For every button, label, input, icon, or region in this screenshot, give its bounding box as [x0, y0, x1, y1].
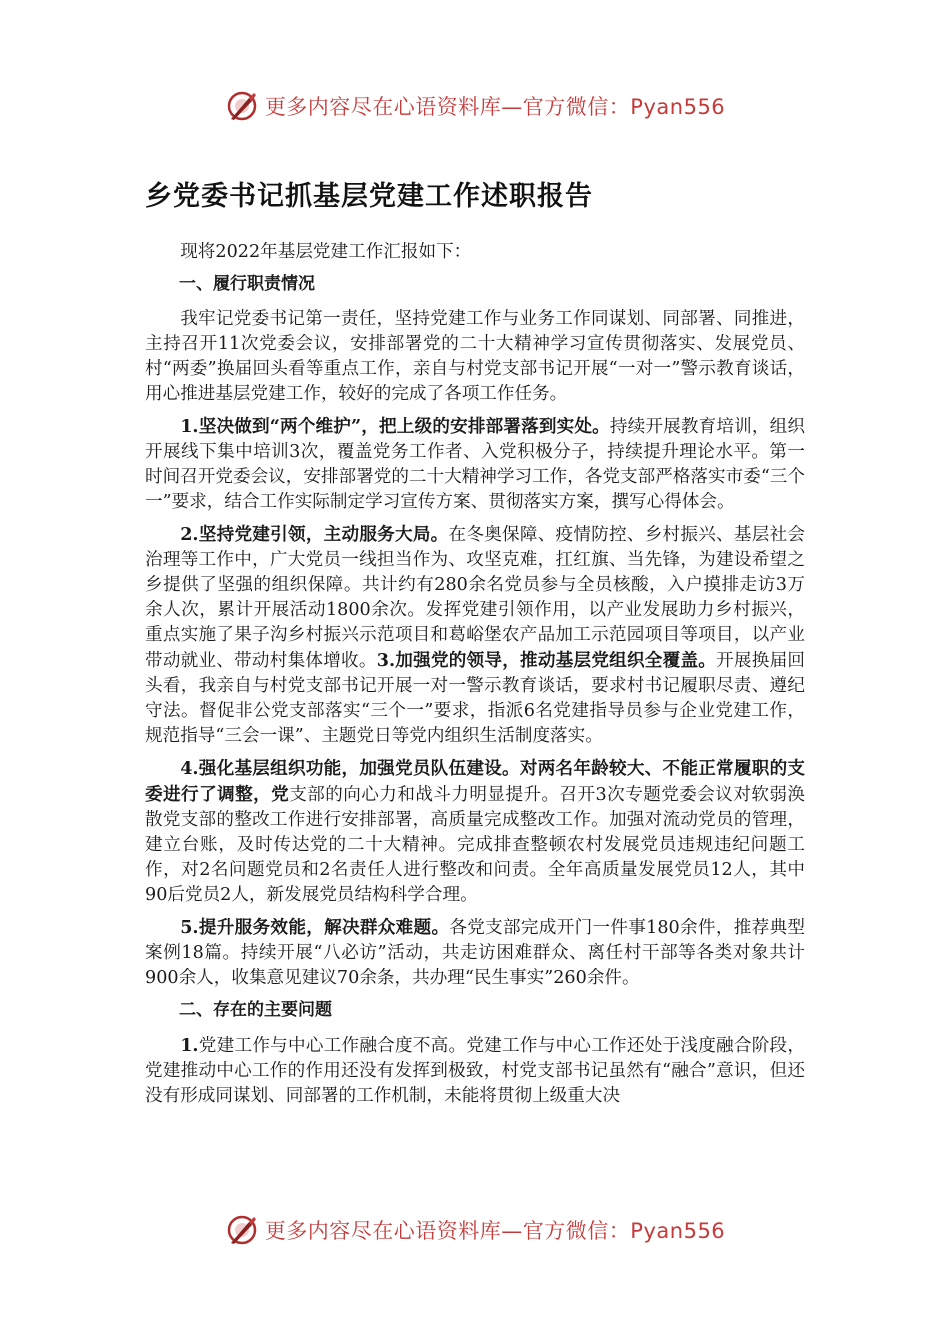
item-paragraph-2 [145, 522, 805, 749]
problem-1-number: 1. [180, 1035, 199, 1056]
pen-logo-icon [225, 1213, 259, 1247]
item-4-text: 支部的向心力和战斗力明显提升。召开3次专题党委会议对软弱涣散党支部的整改工作进行安排部署，高质量完成整改工作。加强对流动党员的管理，建立台账，及时传达党的二十大精神。完成排查整顿农村发展党员违规违纪问题工作，对2名问题党员和2名责任人进行整改和问责。全年高质量发展党员12人，其中90后党员2人，新发展党员结构科学合理。 [145, 785, 805, 905]
watermark-text: 更多内容尽在心语资料库—官方微信：Pyan556 [264, 95, 726, 119]
item-2-heading: 2.坚持党建引领，主动服务大局。 [180, 524, 449, 545]
item-1-text: 持续开展教育培训，组织开展线下集中培训3次，覆盖党务工作者、入党积极分子，持续提升理论水平。第一时间召开党委会议，安排部署党的二十大精神学习工作，各党支部严格落实市委“三个一”要求，结合工作实际制定学习宣传方案、贯彻落实方案，撰写心得体会。 [145, 417, 805, 512]
pen-logo-icon [225, 89, 259, 123]
problem-1-text: 党建工作与中心工作融合度不高。党建工作与中心工作还处于浅度融合阶段，党建推动中心工作的作用还没有发挥到极致，村党支部书记虽然有“融合”意识，但还没有形成同谋划、同部署的工作机制，未能将贯彻上级重大决 [145, 1036, 805, 1106]
item-5-text: 各党支部完成开门一件事180余件，推荐典型案例18篇。持续开展“八必访”活动，共走访困难群众、离任村干部等各类对象共计900余人，收集意见建议70余条，共办理“民生事实”260余件。 [145, 918, 805, 988]
item-paragraph-5 [145, 915, 805, 991]
section-heading-duties: 一、履行职责情况 [179, 274, 315, 294]
item-paragraph-1 [145, 414, 805, 515]
document-body [145, 170, 805, 1116]
header-watermark-banner [0, 84, 950, 128]
footer-watermark-banner [0, 1208, 950, 1252]
item-1-heading: 1.坚决做到“两个维护”，把上级的安排部署落到实处。 [180, 416, 610, 437]
problem-paragraph-1 [145, 1033, 805, 1109]
item-3-heading: 3.加强党的领导，推动基层党组织全覆盖。 [376, 650, 717, 671]
item-5-heading: 5.提升服务效能，解决群众难题。 [180, 917, 450, 938]
item-3-text: 开展换届回头看，我亲自与村党支部书记开展一对一警示教育谈话，要求村书记履职尽责、遵纪守法。督促非公党支部落实“三个一”要求，指派6名党建指导员参与企业党建工作，规范指导“三会一课”、主题党日等党内组织生活制度落实。 [145, 651, 805, 746]
duties-paragraph: 我牢记党委书记第一责任，坚持党建工作与业务工作同谋划、同部署、同推进，主持召开11次党委会议，安排部署党的二十大精神学习宣传贯彻落实、发展党员、村“两委”换届回头看等重点工作，亲自与村党支部书记开展“一对一”警示教育谈话，用心推进基层党建工作，较好的完成了各项工作任务。 [145, 309, 805, 404]
item-4-heading: 4.强化基层组织功能，加强党员队伍建设。对两名年龄较大、不能正常履职的支委进行了调整，党 [145, 758, 805, 805]
section-heading-problems: 二、存在的主要问题 [179, 1000, 332, 1020]
item-paragraph-4 [145, 756, 805, 908]
document-title: 乡党委书记抓基层党建工作述职报告 [145, 181, 593, 212]
intro-paragraph: 现将2022年基层党建工作汇报如下： [180, 242, 472, 262]
watermark-text: 更多内容尽在心语资料库—官方微信：Pyan556 [264, 1219, 726, 1243]
item-2-text: 在冬奥保障、疫情防控、乡村振兴、基层社会治理等工作中，广大党员一线担当作为、攻坚克难，扛红旗、当先锋，为建设希望之乡提供了坚强的组织保障。共计约有280余名党员参与全员核酸，入户摸排走访3万余人次，累计开展活动1800余次。发挥党建引领作用，以产业发展助力乡村振兴，重点实施了果子沟乡村振兴示范项目和葛峪堡农产品加工示范园项目等项目，以产业带动就业、带动村集体增收。 [145, 525, 805, 671]
